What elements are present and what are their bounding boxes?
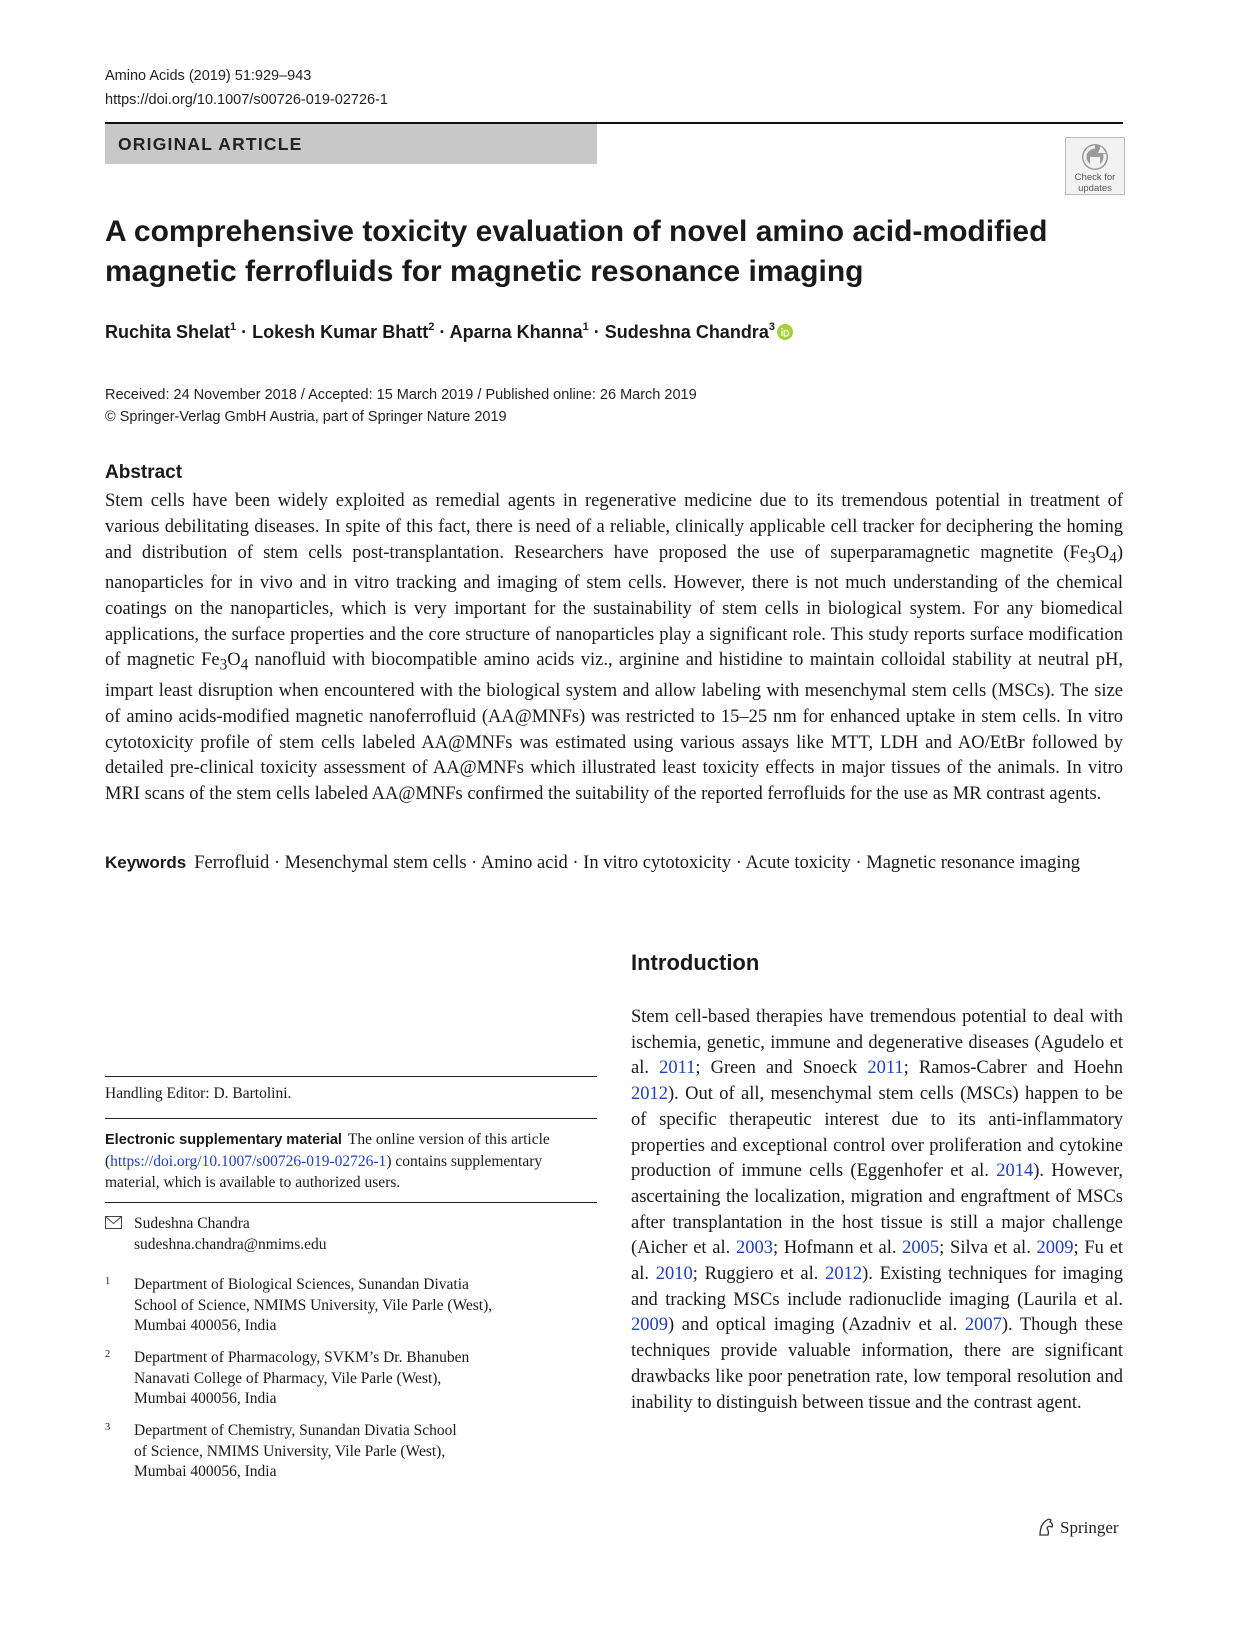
introduction-body [631, 1005, 1123, 1416]
check-for-updates-badge[interactable] [1065, 137, 1125, 195]
journal-citation: Amino Acids (2019) 51:929–943 [105, 68, 312, 84]
article-type-label: ORIGINAL ARTICLE [105, 124, 597, 164]
affiliation-line: Department of Chemistry, Sunandan Divatia School [134, 1422, 457, 1439]
citation-link[interactable]: 2010 [655, 1264, 693, 1285]
citation-link[interactable]: 2003 [735, 1238, 773, 1259]
abstract-text-part: O [227, 650, 241, 671]
abstract-body [105, 489, 1123, 808]
publisher-logo [1036, 1517, 1119, 1538]
affiliation-number: 2 [105, 1349, 111, 1360]
affiliation-line: Mumbai 400056, India [134, 1317, 277, 1334]
esm-link[interactable]: https://doi.org/10.1007/s00726-019-02726-1 [110, 1153, 387, 1170]
affiliation [105, 1275, 597, 1337]
citation-link[interactable]: 2009 [1036, 1238, 1074, 1259]
affiliation [105, 1348, 597, 1410]
citation-link[interactable]: 2012 [631, 1084, 668, 1105]
author-list [105, 322, 793, 343]
author-affiliation-mark: 1 [230, 321, 237, 333]
affiliation-line: Department of Pharmacology, SVKM’s Dr. Bhanuben [134, 1349, 470, 1366]
footnote-rule [105, 1118, 597, 1119]
publication-dates [105, 384, 697, 428]
author-affiliation-mark: 2 [428, 321, 435, 333]
affiliation-line: of Science, NMIMS University, Vile Parle (West), [134, 1442, 446, 1460]
intro-text-part: ; Fu et al. [631, 1238, 1123, 1285]
history-dates: Received: 24 November 2018 / Accepted: 15 March 2019 / Published online: 26 March 2019 [105, 387, 697, 403]
intro-text-part: ). Though these techniques provide valuable information, there are significant drawbacks like poor penetration rate, low temporal resolution and inability to distinguish between tissue and the contrast agent. [631, 1315, 1123, 1413]
handling-editor: Handling Editor: D. Bartolini. [105, 1085, 292, 1102]
author-name: Sudeshna Chandra [604, 322, 769, 342]
abstract-text-part: ) nanoparticles for in vivo and in vitro tracking and imaging of stem cells. However, there is not much understanding of the chemical coatings on the nanoparticles, which is very important for the sustainability of stem cells in biological system. For any biomedical applications, the surface properties and the core structure of nanoparticles play a significant role. This study reports surface modification of magnetic Fe [105, 542, 1123, 671]
affiliation-line: Mumbai 400056, India [134, 1390, 277, 1407]
check-for-updates-icon [1080, 142, 1110, 172]
check-updates-line2: updates [1078, 183, 1112, 194]
intro-text-part: ; Ruggiero et al. [692, 1264, 826, 1285]
intro-text-part: ; Silva et al. [939, 1238, 1037, 1259]
subscript: 4 [1109, 549, 1117, 567]
author-affiliation-mark: 1 [582, 321, 589, 333]
subscript: 3 [1088, 549, 1096, 567]
affiliation [105, 1421, 597, 1483]
subscript: 3 [219, 657, 228, 675]
intro-text-part: ). However, ascertaining the localization, migration and engraftment of MSCs after transplantation in the host tissue is still a major challenge (Aicher et al. [631, 1161, 1123, 1259]
author-name: Aparna Khanna [449, 322, 583, 342]
affiliation-line: Mumbai 400056, India [134, 1463, 277, 1480]
intro-text-part: ; Ramos-Cabrer and Hoehn [903, 1058, 1123, 1079]
citation-link[interactable]: 2009 [631, 1315, 668, 1336]
envelope-icon [105, 1216, 122, 1229]
citation-link[interactable]: 2011 [659, 1058, 696, 1079]
affiliation-number: 3 [105, 1422, 111, 1433]
intro-text-part: ) and optical imaging (Azadniv et al. [668, 1315, 965, 1336]
abstract-text-part: nanofluid with biocompatible amino acids viz., arginine and histidine to maintain colloidal stability at neutral pH, impart least disruption when encountered with the biological system and allow labeling with mesenchymal stem cells (MSCs). The size of amino acids-modified magnetic nanoferrofluid (AA@MNFs) was restricted to 15–25 nm for enhanced uptake in stem cells. In vitro cytotoxicity profile of stem cells labeled AA@MNFs was estimated using various assays like MTT, LDH and AO/EtBr followed by detailed pre-clinical toxicity assessment of AA@MNFs which illustrated least toxicity effects in major tissues of the animals. In vitro MRI scans of the stem cells labeled AA@MNFs confirmed the suitability of the reported ferrofluids for the use as MR contrast agents. [105, 650, 1124, 805]
intro-text-part: ). Existing techniques for imaging and tracking MSCs include radionuclide imaging (Laurila et al. [631, 1264, 1123, 1310]
footnote-rule [105, 1076, 597, 1077]
springer-horse-icon [1036, 1517, 1056, 1537]
keywords [105, 850, 1123, 877]
citation-link[interactable]: 2005 [902, 1238, 940, 1259]
affiliation-number: 1 [105, 1276, 111, 1287]
article-title [105, 212, 1105, 292]
corresponding-name: Sudeshna Chandra [134, 1215, 250, 1232]
affiliation-line: Nanavati College of Pharmacy, Vile Parle (West), [134, 1369, 442, 1387]
journal-info [105, 64, 388, 112]
author-name: Lokesh Kumar Bhatt [252, 322, 429, 342]
abstract-text-part: O [1095, 542, 1110, 563]
intro-text-part: ). Out of all, mesenchymal stem cells (MSCs) happen to be of specific therapeutic interest due to its anti-inflammatory properties and exceptional control over proliferation and cytokine production of immune cells (Eggenhofer et al. [631, 1084, 1123, 1182]
abstract-text-part: Stem cells have been widely exploited as remedial agents in regenerative medicine due to its tremendous potential in treatment of various debilitating diseases. In spite of this fact, there is need of a reliable, clinically applicable cell tracker for deciphering the homing and distribution of stem cells post-transplantation. Researchers have proposed the use of superparamagnetic magnetite (Fe [105, 491, 1123, 563]
keywords-list: Ferrofluid · Mesenchymal stem cells · Amino acid · In vitro cytotoxicity · Acute toxicity · Magnetic resonance imaging [194, 853, 1080, 873]
orcid-icon[interactable] [777, 324, 793, 340]
publisher-name: Springer [1060, 1518, 1119, 1537]
author-affiliation-mark: 3 [768, 321, 775, 333]
copyright: © Springer-Verlag GmbH Austria, part of Springer Nature 2019 [105, 409, 507, 425]
esm-text: The online version of this article ( [105, 1131, 550, 1170]
subscript: 4 [240, 657, 249, 675]
corresponding-email[interactable]: sudeshna.chandra@nmims.edu [134, 1236, 327, 1253]
citation-link[interactable]: 2011 [867, 1058, 904, 1079]
footnote-rule [105, 1202, 597, 1203]
article-doi[interactable]: https://doi.org/10.1007/s00726-019-02726-1 [105, 92, 388, 108]
affiliation-line: Department of Biological Sciences, Sunandan Divatia [134, 1276, 469, 1293]
intro-text-part: ; Green and Snoeck [695, 1058, 868, 1079]
affiliation-line: School of Science, NMIMS University, Vile Parle (West), [134, 1296, 493, 1314]
corresponding-author [105, 1213, 326, 1255]
check-updates-line1: Check for [1074, 172, 1116, 183]
author-name: Ruchita Shelat [105, 322, 231, 342]
esm-text: ) contains supplementary material, which is available to authorized users. [105, 1153, 543, 1191]
esm-label: Electronic supplementary material [105, 1132, 342, 1148]
supplementary-material-note [105, 1129, 597, 1193]
title-line-1: A comprehensive toxicity evaluation of novel amino acid-modified [105, 215, 1048, 248]
citation-link[interactable]: 2014 [996, 1161, 1034, 1182]
citation-link[interactable]: 2007 [964, 1315, 1002, 1336]
title-line-2: magnetic ferrofluids for magnetic resonance imaging [105, 255, 864, 288]
intro-text-part: ; Hofmann et al. [772, 1238, 903, 1259]
keywords-label: Keywords [105, 853, 187, 872]
citation-link[interactable]: 2012 [825, 1264, 863, 1285]
introduction-heading: Introduction [631, 950, 760, 975]
abstract-heading: Abstract [105, 462, 183, 483]
intro-text-part: Stem cell-based therapies have tremendous potential to deal with ischemia, genetic, immune and degenerative diseases (Agudelo et al. [631, 1007, 1123, 1079]
author-separator: · [588, 322, 605, 342]
author-separator: · [236, 322, 253, 342]
author-separator: · [434, 322, 450, 342]
